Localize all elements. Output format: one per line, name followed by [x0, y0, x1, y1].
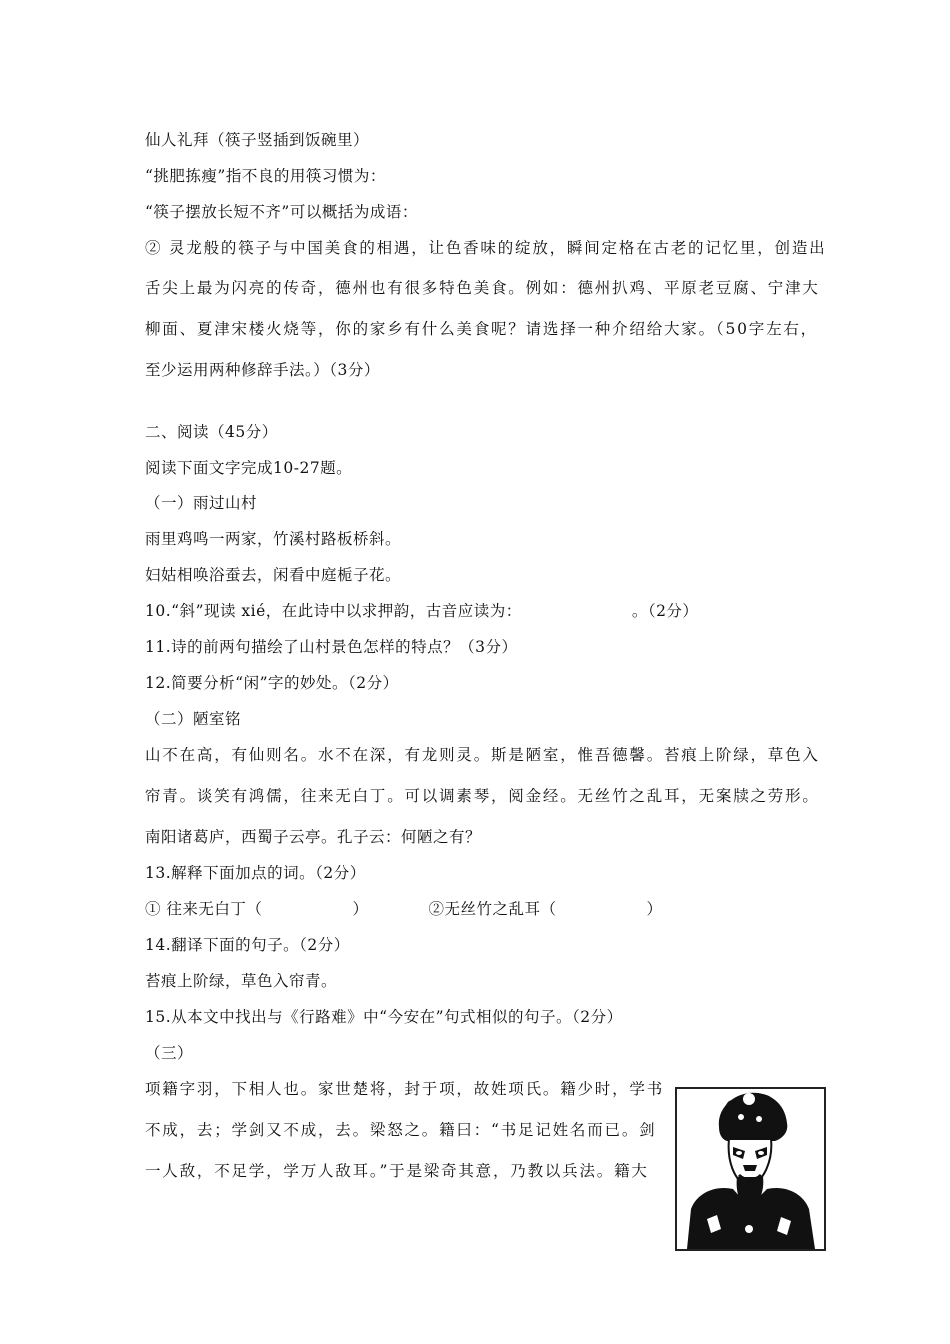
question-11: 11.诗的前两句描绘了山村景色怎样的特点？（3分） [145, 638, 518, 656]
item-1-prefix: ① 往来无白丁（ [145, 900, 263, 918]
text-line: “挑肥拣瘦”指不良的用筷习惯为： [145, 167, 386, 185]
passage-line: 一人敌，不足学，学万人敌耳。”于是梁奇其意，乃教以兵法。籍大 [145, 1162, 649, 1180]
text-line: “筷子摆放长短不齐”可以概括为成语： [145, 203, 418, 221]
text-line: 仙人礼拜（筷子竖插到饭碗里） [145, 131, 370, 149]
poem-line: 雨里鸡鸣一两家，竹溪村路板桥斜。 [145, 530, 402, 548]
item-2-prefix: ②无丝竹之乱耳（ [428, 900, 557, 918]
text-line: 舌尖上最为闪亮的传奇，德州也有很多特色美食。例如：德州扒鸡、平原老豆腐、宁津大 [145, 279, 820, 297]
section-heading: 二、阅读（45分） [145, 423, 278, 441]
text-line: 阅读下面文字完成10-27题。 [145, 459, 353, 477]
text-line: 柳面、夏津宋楼火烧等，你的家乡有什么美食呢？请选择一种介绍给大家。（50字左右， [145, 320, 818, 338]
question-13-items [145, 897, 662, 919]
question-text: 10.“斜”现读 xié，在此诗中以求押韵，古音应读为： [145, 602, 522, 620]
poem-title: （一）雨过山村 [145, 494, 258, 512]
item-1-suffix: ） [352, 900, 369, 918]
passage-line: 南阳诸葛庐，西蜀子云亭。孔子云：何陋之有？ [145, 828, 482, 846]
opera-portrait-image [675, 1087, 826, 1251]
text-line: 至少运用两种修辞手法。）（3分） [145, 361, 380, 379]
poem-line: 妇姑相唤浴蚕去，闲看中庭栀子花。 [145, 566, 402, 584]
question-12: 12.简要分析“闲”字的妙处。（2分） [145, 674, 399, 692]
question-15: 15.从本文中找出与《行路难》中“今安在”句式相似的句子。（2分） [145, 1008, 623, 1026]
passage-line: 不成，去；学剑又不成，去。梁怒之。籍曰：“书足记姓名而已。剑 [145, 1121, 657, 1139]
passage-line: 项籍字羽，下相人也。家世楚将，封于项，故姓项氏。籍少时，学书 [145, 1080, 665, 1098]
passage-title: （三） [145, 1044, 194, 1062]
question-14: 14.翻译下面的句子。（2分） [145, 936, 350, 954]
passage-line: 帘青。谈笑有鸿儒，往来无白丁。可以调素琴，阅金经。无丝竹之乱耳，无案牍之劳形。 [145, 787, 820, 805]
question-13: 13.解释下面加点的词。（2分） [145, 864, 366, 882]
passage-line: 山不在高，有仙则名。水不在深，有龙则灵。斯是陋室，惟吾德馨。苔痕上阶绿，草色入 [145, 746, 820, 764]
question-score: 。（2分） [631, 602, 699, 620]
question-10 [145, 599, 698, 621]
opera-figure-icon [677, 1089, 824, 1249]
item-2-suffix: ） [646, 900, 663, 918]
text-line: 苔痕上阶绿，草色入帘青。 [145, 972, 338, 990]
passage-title: （二）陋室铭 [145, 710, 242, 728]
text-line: ② 灵龙般的筷子与中国美食的相遇，让色香味的绽放，瞬间定格在古老的记忆里，创造出 [145, 239, 827, 257]
